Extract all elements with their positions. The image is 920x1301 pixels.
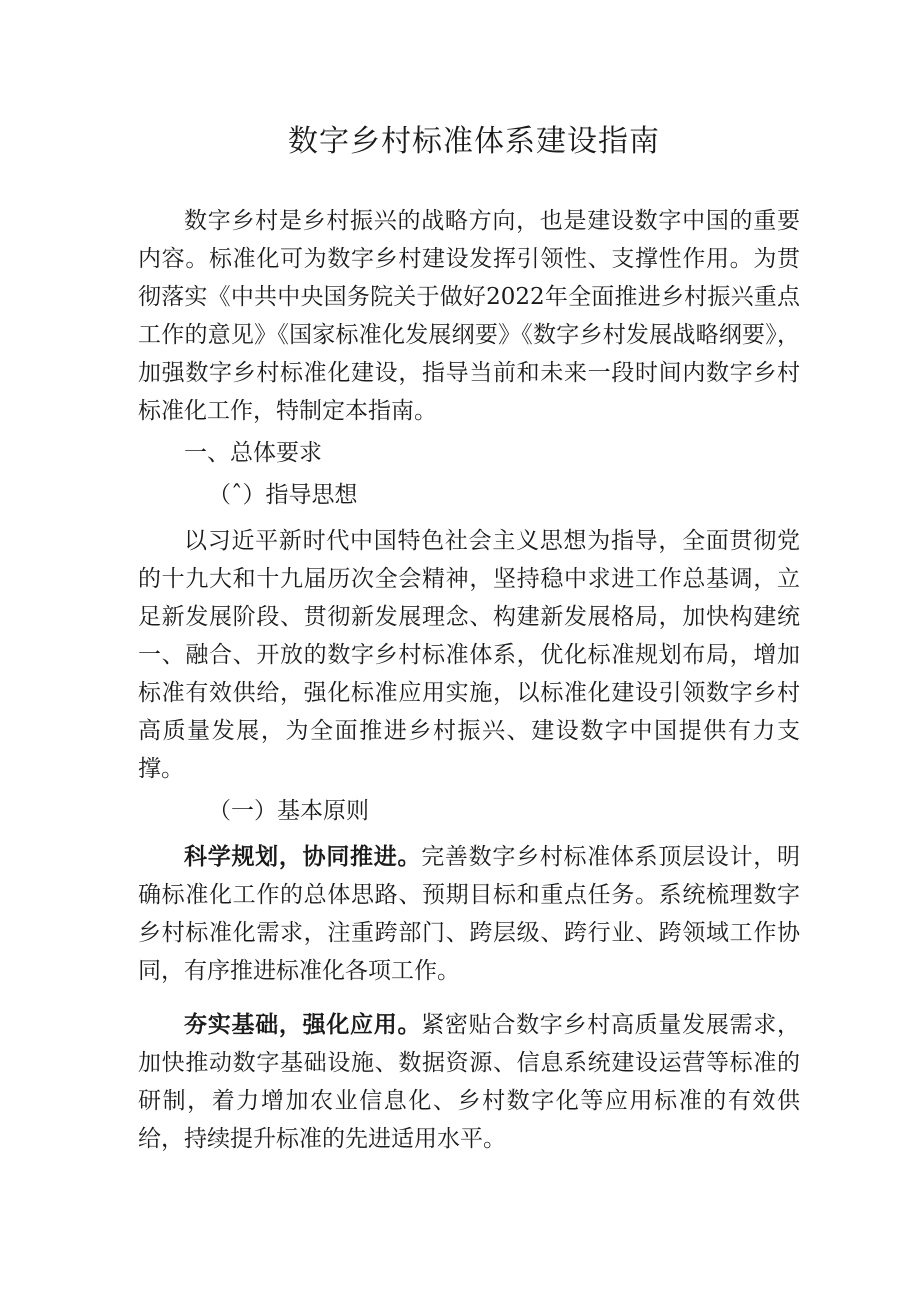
intro-paragraph: 数字乡村是乡村振兴的战略方向，也是建设数字中国的重要内容。标准化可为数字乡村建设发挥引领性、支撑性作用。为贯彻落实《中共中央国务院关于做好2022年全面推进乡村振兴重点工作的意见》《国家标准化发展纲要》《数字乡村发展战略纲要》，加强数字乡村标准化建设，指导当前和未来一段时间内数字乡村标准化工作，特制定本指南。 [138,208,800,424]
principle-paragraph-scientific-planning [138,838,800,990]
document-title: 数字乡村标准体系建设指南 [288,124,660,159]
principle-text-solid-foundation: 紧密贴合数字乡村高质量发展需求，加快推动数字基础设施、数据资源、信息系统建设运营等标准的研制，着力增加农业信息化、乡村数字化等应用标准的有效供给，持续提升标准的先进适用水平。 [138,1012,801,1152]
guiding-ideology-paragraph: 以习近平新时代中国特色社会主义思想为指导，全面贯彻党的十九大和十九届历次全会精神，坚持稳中求进工作总基调，立足新发展阶段、贯彻新发展理念、构建新发展格局，加快构建统一、融合、开放的数字乡村标准体系，优化标准规划布局，增加标准有效供给，强化标准应用实施，以标准化建设引领数字乡村高质量发展，为全面推进乡村振兴、建设数字中国提供有力支撑。 [138,528,800,782]
principle-text-scientific-planning: 完善数字乡村标准体系顶层设计，明确标准化工作的总体思路、预期目标和重点任务。系统梳理数字乡村标准化需求，注重跨部门、跨层级、跨行业、跨领域工作协同，有序推进标准化各项工作。 [138,844,801,984]
section-heading-general-requirements: 一、总体要求 [184,440,322,466]
subsection-heading-basic-principles: （一）基本原则 [208,798,369,824]
principle-paragraph-solid-foundation [138,1006,800,1158]
subsection-heading-guiding-ideology: （ˆ）指导思想 [208,482,358,508]
principle-lead-scientific-planning: 科学规划，协同推进。 [184,844,422,870]
principle-lead-solid-foundation: 夯实基础，强化应用。 [184,1012,422,1038]
